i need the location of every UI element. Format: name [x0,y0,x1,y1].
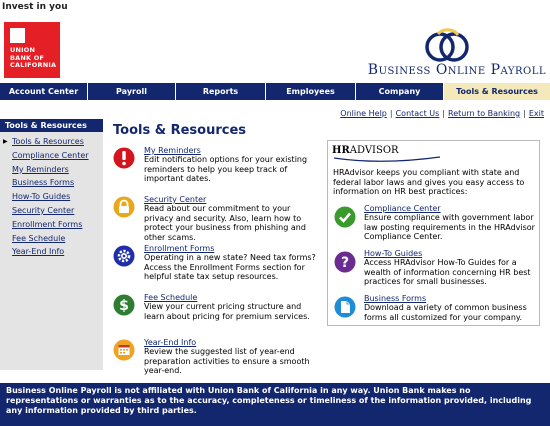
year-end-info-link[interactable]: Year-End Info [144,338,197,347]
list-item [113,195,313,244]
tab-account-center[interactable]: Account Center [0,83,88,100]
sidebar-item-label[interactable]: Year-End Info [12,247,65,257]
list-item [113,244,316,293]
list-item [113,293,313,338]
online-help-link[interactable]: Online Help [340,109,387,118]
tab-payroll[interactable]: Payroll [88,83,176,100]
sidebar-item-label[interactable]: My Reminders [12,164,69,174]
sidebar-item-how-to-guides[interactable] [0,190,103,204]
return-to-banking-link[interactable]: Return to Banking [448,109,521,118]
hradvisor-logo [332,145,399,156]
sidebar-item-enrollment-forms[interactable] [0,218,103,232]
dollar-icon[interactable] [113,294,135,316]
enrollment-forms-link[interactable]: Enrollment Forms [144,244,215,253]
main-nav [0,83,550,100]
logo-mark [10,28,25,43]
hradvisor-panel [327,140,540,326]
current-page-arrow-icon: ▶ [3,138,8,145]
payroll-emblem-icon [418,28,476,64]
svg-text:?: ? [340,255,350,271]
exit-link[interactable]: Exit [528,109,544,118]
separator: | [389,109,393,118]
gear-icon[interactable] [113,245,135,267]
separator: | [442,109,445,118]
sidebar-item-label[interactable]: How-To Guides [12,192,71,202]
product-title: Business Online Payroll [367,62,546,78]
business-forms-link[interactable]: Business Forms [364,294,427,303]
hradvisor-intro: HRAdvisor keeps you compliant with state and federal labor laws and gives you easy access to information on HR best practices: [333,168,525,196]
tab-reports[interactable]: Reports [176,83,266,100]
compliance-center-link[interactable]: Compliance Center [364,204,441,213]
sidebar [0,119,103,370]
logo-swoosh-icon [332,155,442,165]
sidebar-item-year-end-info[interactable] [0,245,103,259]
exclamation-icon[interactable] [113,147,135,169]
tool-description: Edit notification options for your existing reminders to help you keep track of important dates. [144,155,308,183]
hr-item-description: Access HRAdvisor How-To Guides for a wealth of information concerning HR best practices for small businesses. [364,258,531,286]
security-center-link[interactable]: Security Center [144,195,207,204]
sidebar-item-label[interactable]: Security Center [12,205,75,215]
my-reminders-link[interactable]: My Reminders [144,146,201,155]
utility-links [340,109,544,118]
list-item [113,338,313,387]
tool-description: Review the suggested list of year-end preparation activities to ensure a smooth year-end. [144,347,310,375]
logo-text: UNION BANK OF CALIFORNIA [10,46,57,69]
checkmark-icon[interactable] [334,206,356,228]
sidebar-item-label[interactable]: Enrollment Forms [12,219,83,229]
disclaimer-footer: Business Online Payroll is not affiliated with Union Bank of California in any way. Union Bank makes no representations or warranties as to the accuracy, completeness or timeliness of the information provided, including any information provided by third parties. [0,383,550,426]
hradvisor-logo-suffix: ADVISOR [349,145,399,156]
separator: | [523,109,526,118]
sidebar-item-security-center[interactable] [0,204,103,218]
hradvisor-logo-prefix: HR [332,145,350,156]
calendar-icon[interactable] [113,339,135,361]
tab-company[interactable]: Company [356,83,444,100]
sidebar-heading: Tools & Resources [0,119,103,132]
sidebar-item-compliance-center[interactable] [0,149,103,163]
sidebar-item-business-forms[interactable] [0,176,103,190]
sidebar-item-my-reminders[interactable] [0,163,103,177]
sidebar-item-label[interactable]: Tools & Resources [12,137,84,146]
union-bank-logo[interactable] [4,22,60,78]
question-icon[interactable] [334,251,356,273]
sidebar-item-tools-resources[interactable] [0,135,103,149]
fee-schedule-link[interactable]: Fee Schedule [144,293,198,302]
tool-description: Read about our commitment to your privacy and security. Also, learn how to protect your business from phishing and other scams. [144,204,306,242]
sidebar-item-label[interactable]: Business Forms [12,178,75,188]
tool-description: Operating in a new state? Need tax forms? Access the Enrollment Forms section for helpful state tax setup resources. [144,253,316,281]
svg-text:$: $ [119,298,129,314]
tab-employees[interactable]: Employees [266,83,356,100]
contact-us-link[interactable]: Contact Us [395,109,440,118]
sidebar-item-fee-schedule[interactable] [0,232,103,246]
document-icon[interactable] [334,296,356,318]
tool-description: View your current pricing structure and learn about pricing for premium services. [144,302,310,321]
tools-list [113,146,316,387]
hr-item-description: Download a variety of common business forms all customized for your company. [364,303,527,322]
lock-icon[interactable] [113,196,135,218]
page-title: Tools & Resources [113,123,247,138]
tab-tools-resources[interactable]: Tools & Resources [444,83,550,100]
list-item [113,146,313,195]
how-to-guides-link[interactable]: How-To Guides [364,249,423,258]
hr-item-description: Ensure compliance with government labor law posting requirements in the HRAdvisor Compliance Center. [364,213,535,241]
sidebar-item-label[interactable]: Compliance Center [12,150,89,160]
sidebar-item-label[interactable]: Fee Schedule [12,233,66,243]
bank-tagline: Invest in you [2,2,68,12]
